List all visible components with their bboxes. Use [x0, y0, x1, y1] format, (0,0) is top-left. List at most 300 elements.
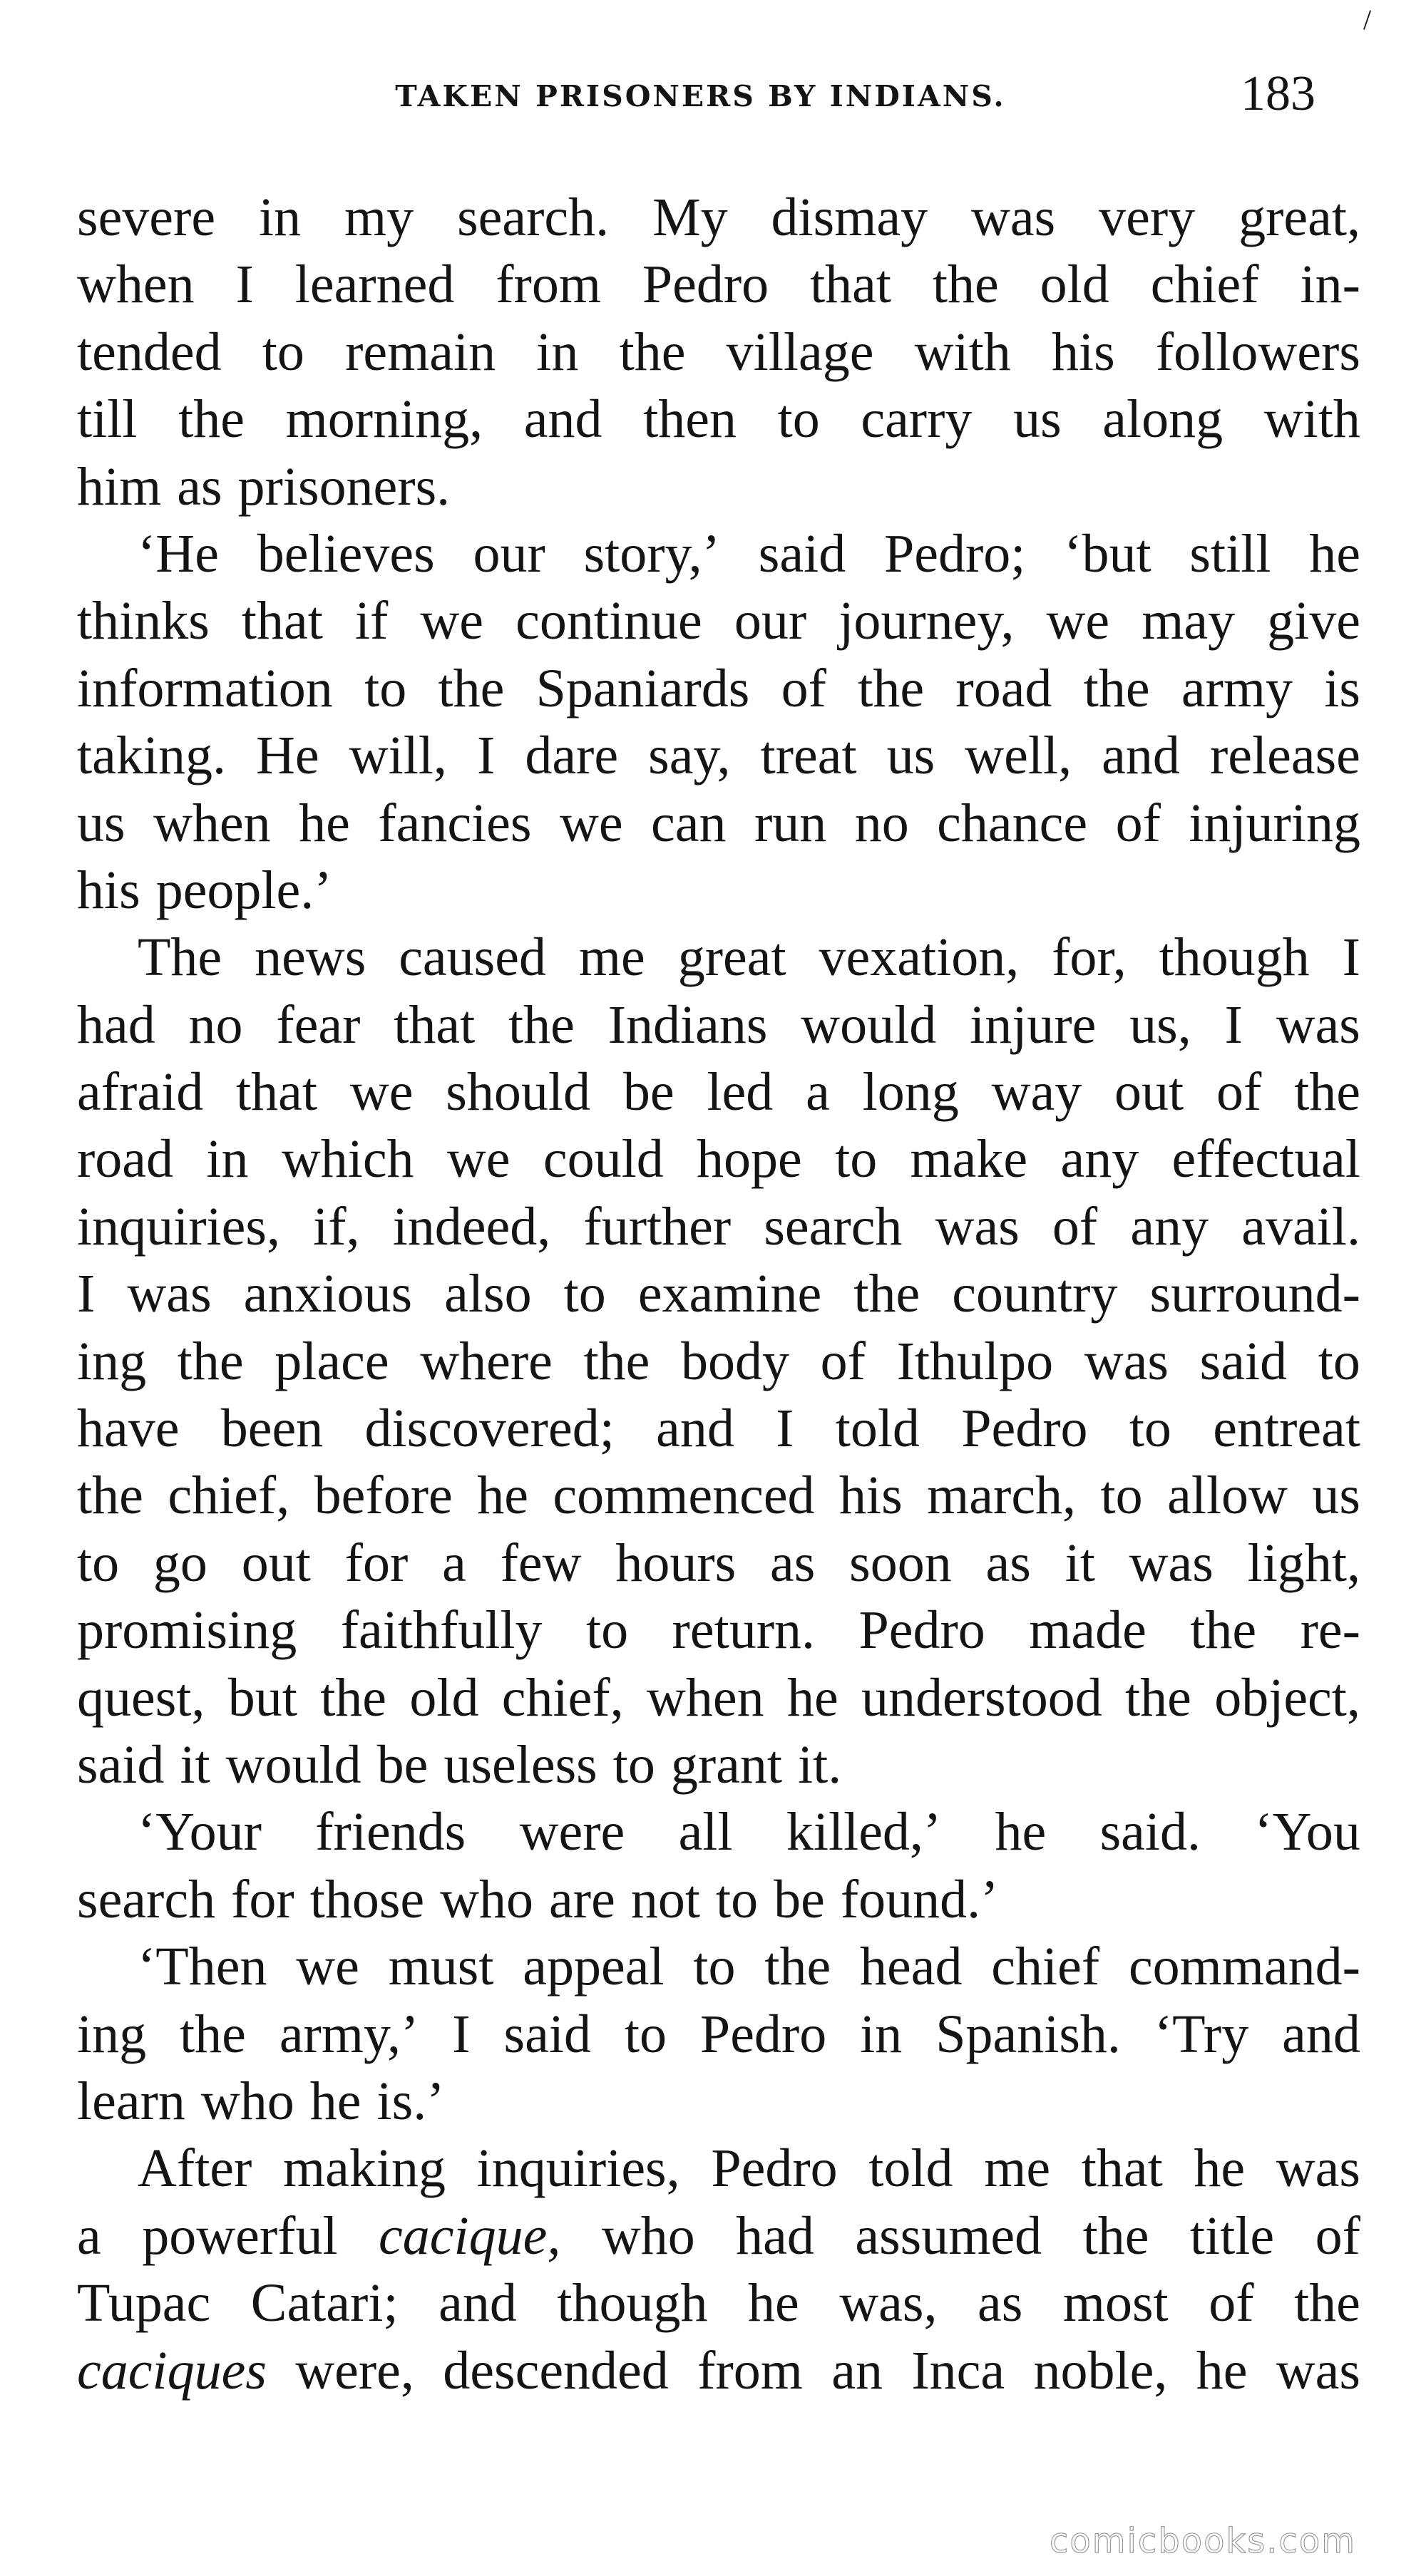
- word: no: [188, 994, 243, 1055]
- word: vexation,: [819, 927, 1020, 988]
- word: to: [777, 389, 820, 450]
- word: for: [231, 1869, 294, 1930]
- word: well,: [965, 726, 1072, 786]
- word: the: [1294, 1062, 1360, 1123]
- text-line: [77, 251, 1360, 318]
- word: effectual: [1171, 1129, 1360, 1190]
- word: which: [281, 1129, 414, 1190]
- word: the: [178, 389, 245, 450]
- word: it: [1065, 1532, 1095, 1593]
- word: great,: [1238, 187, 1360, 247]
- word: make: [910, 1129, 1028, 1190]
- word: old: [409, 1667, 479, 1728]
- word: run: [754, 793, 827, 853]
- word: us: [886, 726, 935, 786]
- text-line: [77, 2270, 1360, 2337]
- word: he: [299, 793, 350, 853]
- word: was: [971, 187, 1056, 247]
- word: it: [180, 1734, 210, 1795]
- word: chance: [937, 793, 1088, 853]
- word: was,: [839, 2273, 938, 2334]
- text-line: [77, 1597, 1360, 1664]
- word: an: [831, 2340, 883, 2401]
- word: my: [344, 187, 414, 247]
- word: said: [503, 2004, 591, 2064]
- word: few: [500, 1532, 582, 1593]
- word: a: [77, 2205, 101, 2266]
- word: had: [77, 994, 155, 1055]
- text-line: [77, 1664, 1360, 1731]
- text-line: [77, 1328, 1360, 1395]
- word: we: [349, 1062, 414, 1123]
- text-line: [77, 1260, 1360, 1327]
- text-line: [77, 2001, 1360, 2068]
- text-line: [77, 1193, 1360, 1260]
- text-line: [77, 790, 1360, 857]
- word: the: [1083, 658, 1150, 718]
- word: he: [309, 2071, 361, 2131]
- word: of: [781, 658, 826, 718]
- word: to: [1100, 1465, 1143, 1526]
- word: till: [77, 389, 138, 450]
- word: soon: [849, 1532, 952, 1593]
- word: believes: [257, 523, 435, 584]
- word: that: [810, 254, 892, 315]
- word: our: [473, 523, 545, 584]
- text-line: [77, 1866, 1360, 1933]
- word: search: [77, 1869, 216, 1930]
- text-line: [77, 587, 1360, 654]
- word: him: [77, 456, 162, 517]
- word: led: [707, 1062, 774, 1123]
- word: be: [774, 1869, 825, 1930]
- word: release: [1209, 726, 1360, 786]
- word: is.’: [376, 2071, 445, 2131]
- word: was: [1129, 1532, 1214, 1593]
- word: ‘You: [1254, 1802, 1360, 1863]
- text-line: [77, 1395, 1360, 1462]
- word: search: [764, 1196, 903, 1257]
- text-line: [77, 1058, 1360, 1125]
- word: head: [859, 1937, 963, 1997]
- body-text: [77, 184, 1360, 2404]
- word: morning,: [285, 389, 483, 450]
- word: injuring: [1189, 793, 1360, 853]
- word: say,: [648, 726, 731, 786]
- word: ‘He: [138, 523, 219, 584]
- word: learned: [294, 254, 455, 315]
- word: way: [991, 1062, 1082, 1123]
- text-line: [77, 1798, 1360, 1865]
- word: and: [656, 1398, 734, 1459]
- word: in: [860, 2004, 903, 2064]
- word: army: [1181, 658, 1293, 718]
- word: long: [862, 1062, 959, 1123]
- word: the: [320, 1667, 387, 1728]
- word: useless: [443, 1734, 597, 1795]
- word: will,: [349, 726, 447, 786]
- word: making: [283, 2138, 446, 2199]
- word: we: [446, 1129, 511, 1190]
- word: re-: [1300, 1600, 1360, 1661]
- word: in: [259, 187, 302, 247]
- word: would: [801, 994, 937, 1055]
- word: told: [835, 1398, 920, 1459]
- word: severe: [77, 187, 216, 247]
- word: place: [275, 1331, 389, 1391]
- word: not: [630, 1869, 700, 1930]
- word: are: [549, 1869, 615, 1930]
- word: can: [651, 793, 727, 853]
- word: I: [77, 1264, 96, 1324]
- word: the: [508, 994, 575, 1055]
- word: ‘Then: [138, 1937, 267, 1997]
- word: along: [1102, 389, 1224, 450]
- word: his: [1051, 321, 1115, 382]
- word: we: [420, 591, 484, 651]
- word: killed,’: [786, 1802, 942, 1863]
- word: object,: [1214, 1667, 1360, 1728]
- word: to: [612, 1734, 655, 1795]
- word: I: [235, 254, 254, 315]
- word: should: [446, 1062, 590, 1123]
- word: remain: [345, 321, 496, 382]
- word: Spanish.: [935, 2004, 1121, 2064]
- word: people.’: [155, 860, 332, 920]
- word: his: [77, 860, 140, 920]
- word: road: [955, 658, 1052, 718]
- text-line: [77, 2068, 1360, 2135]
- word: be: [622, 1062, 674, 1123]
- text-line: [77, 857, 1360, 924]
- word: to: [585, 1600, 629, 1661]
- word: I: [776, 1398, 794, 1459]
- word: out: [241, 1532, 311, 1593]
- word: if,: [313, 1196, 360, 1257]
- word: me: [984, 2138, 1051, 2199]
- word: story,’: [583, 523, 720, 584]
- word: but: [227, 1667, 297, 1728]
- word: he: [1196, 2340, 1248, 2401]
- text-line: [77, 991, 1360, 1058]
- word: Pedro: [858, 1600, 985, 1661]
- word: no: [854, 793, 909, 853]
- word: march,: [927, 1465, 1077, 1526]
- word: indeed,: [392, 1196, 551, 1257]
- word: avail.: [1241, 1196, 1360, 1257]
- word: most: [1062, 2273, 1169, 2334]
- word: ing: [77, 1331, 147, 1391]
- running-head: TAKEN PRISONERS BY INDIANS.: [395, 79, 1006, 113]
- word: as: [770, 1532, 816, 1593]
- word: tended: [77, 321, 222, 382]
- word: chief,: [501, 1667, 624, 1728]
- corner-mark: /: [1363, 4, 1372, 36]
- word: said: [758, 523, 846, 584]
- word: to: [262, 321, 304, 382]
- word: of: [1315, 2205, 1360, 2266]
- word: was: [1276, 2340, 1360, 2401]
- text-line: [77, 655, 1360, 722]
- word: news: [255, 927, 366, 988]
- word: the: [1082, 2205, 1149, 2266]
- word: in: [536, 321, 579, 382]
- word: us: [1013, 389, 1062, 450]
- text-line: [77, 319, 1360, 386]
- word: the: [853, 1264, 920, 1324]
- word: Pedro;: [883, 523, 1026, 584]
- word: made: [1029, 1600, 1147, 1661]
- word: when: [77, 254, 195, 315]
- word: fear: [276, 994, 361, 1055]
- word: Indians: [607, 994, 768, 1055]
- word: we: [559, 793, 623, 853]
- text-line: [77, 1530, 1360, 1597]
- word: then: [643, 389, 737, 450]
- word: fancies: [378, 793, 532, 853]
- word: said.: [1099, 1802, 1201, 1863]
- word: chief,: [168, 1465, 290, 1526]
- word: the: [932, 254, 999, 315]
- word: all: [678, 1802, 733, 1863]
- word: of: [820, 1331, 866, 1391]
- text-line: [77, 386, 1360, 453]
- word: been: [220, 1398, 324, 1459]
- word: hope: [697, 1129, 802, 1190]
- word: followers: [1155, 321, 1360, 382]
- word: I: [1342, 927, 1360, 988]
- word: had: [736, 2205, 814, 2266]
- word: as: [978, 2273, 1023, 2334]
- text-line: [77, 453, 1360, 520]
- word: I: [1224, 994, 1243, 1055]
- word: give: [1267, 591, 1360, 651]
- word: Pedro: [961, 1398, 1088, 1459]
- word: for: [344, 1532, 409, 1593]
- word: Pedro: [642, 254, 769, 315]
- word: were: [519, 1802, 625, 1863]
- word: He: [256, 726, 319, 786]
- word: injure: [970, 994, 1097, 1055]
- word: for,: [1052, 927, 1127, 988]
- word: ‘Try: [1154, 2004, 1249, 2064]
- word: of: [1216, 1062, 1262, 1123]
- word: our: [734, 591, 807, 651]
- word: he: [995, 1802, 1047, 1863]
- word: I: [476, 726, 496, 786]
- word: powerful: [142, 2205, 338, 2266]
- word: cacique,: [379, 2205, 561, 2266]
- word: who: [601, 2205, 695, 2266]
- word: light,: [1247, 1532, 1360, 1593]
- text-line: [77, 924, 1360, 991]
- text-line: [77, 1125, 1360, 1192]
- word: have: [77, 1398, 180, 1459]
- word: and: [523, 389, 602, 450]
- word: still: [1189, 523, 1271, 584]
- word: return.: [672, 1600, 815, 1661]
- word: body: [681, 1331, 790, 1391]
- word: descended: [443, 2340, 669, 2401]
- word: before: [314, 1465, 453, 1526]
- text-line: [77, 520, 1360, 587]
- word: any: [1130, 1196, 1209, 1257]
- word: very: [1099, 187, 1196, 247]
- word: I: [452, 2004, 471, 2064]
- word: to: [77, 1532, 120, 1593]
- word: army,’: [279, 2004, 419, 2064]
- word: The: [138, 927, 222, 988]
- word: to: [1318, 1331, 1360, 1391]
- word: in: [206, 1129, 249, 1190]
- word: was: [127, 1264, 212, 1324]
- word: when: [153, 793, 271, 853]
- word: command-: [1128, 1937, 1360, 1997]
- word: to: [624, 2004, 667, 2064]
- word: as: [985, 1532, 1031, 1593]
- word: and: [438, 2273, 517, 2334]
- text-line: [77, 2337, 1360, 2404]
- word: the: [177, 1331, 244, 1391]
- word: the: [1190, 1600, 1257, 1661]
- word: in-: [1300, 254, 1360, 315]
- word: and: [1102, 726, 1180, 786]
- text-line: [77, 2135, 1360, 2202]
- word: we: [1046, 591, 1110, 651]
- word: Inca: [911, 2340, 1005, 2401]
- word: his: [839, 1465, 903, 1526]
- word: though: [557, 2273, 708, 2334]
- word: Pedro: [711, 2138, 838, 2199]
- text-line: [77, 1731, 1360, 1798]
- word: caciques: [77, 2340, 267, 2401]
- word: grant: [670, 1734, 782, 1795]
- word: would: [225, 1734, 361, 1795]
- text-line: [77, 184, 1360, 251]
- page-header: [0, 0, 1426, 143]
- word: we: [296, 1937, 359, 1997]
- word: appeal: [523, 1937, 665, 1997]
- word: afraid: [77, 1062, 204, 1123]
- word: search.: [457, 187, 610, 247]
- word: a: [442, 1532, 466, 1593]
- word: Pedro: [699, 2004, 827, 2064]
- word: us,: [1129, 994, 1191, 1055]
- word: to: [364, 658, 407, 718]
- word: the: [764, 1937, 831, 1997]
- word: examine: [637, 1264, 822, 1324]
- text-line: [77, 1933, 1360, 2000]
- word: After: [138, 2138, 252, 2199]
- word: anxious: [243, 1264, 413, 1324]
- word: chief: [1150, 254, 1259, 315]
- word: of: [1115, 793, 1161, 853]
- word: assumed: [855, 2205, 1042, 2266]
- word: go: [153, 1532, 207, 1593]
- word: when: [647, 1667, 764, 1728]
- word: allow: [1167, 1465, 1288, 1526]
- word: to: [1129, 1398, 1171, 1459]
- word: where: [420, 1331, 553, 1391]
- word: old: [1040, 254, 1109, 315]
- word: the: [77, 1465, 143, 1526]
- word: treat: [760, 726, 857, 786]
- word: to: [693, 1937, 736, 1997]
- word: must: [388, 1937, 494, 1997]
- word: he: [477, 1465, 528, 1526]
- word: ‘Your: [138, 1802, 262, 1863]
- word: was: [1276, 994, 1360, 1055]
- word: were,: [295, 2340, 414, 2401]
- word: inquiries,: [77, 1196, 280, 1257]
- word: further: [583, 1196, 732, 1257]
- word: great: [677, 927, 786, 988]
- word: and: [1282, 2004, 1360, 2064]
- text-line: [77, 2203, 1360, 2270]
- word: to: [835, 1129, 878, 1190]
- text-line: [77, 722, 1360, 789]
- word: also: [444, 1264, 532, 1324]
- word: village: [726, 321, 874, 382]
- word: prisoners.: [237, 456, 451, 517]
- word: taking.: [77, 726, 226, 786]
- word: commenced: [553, 1465, 815, 1526]
- word: he: [748, 2273, 799, 2334]
- text-line: [77, 1462, 1360, 1529]
- word: country: [952, 1264, 1118, 1324]
- word: with: [1263, 389, 1360, 450]
- word: journey,: [838, 591, 1015, 651]
- word: he: [786, 1667, 838, 1728]
- word: that: [236, 1062, 317, 1123]
- page-number: 183: [1241, 66, 1315, 121]
- word: is: [1324, 658, 1360, 718]
- watermark-logo: comicbooks.com: [1050, 2521, 1357, 2561]
- word: of: [1209, 2273, 1254, 2334]
- word: dismay: [771, 187, 928, 247]
- word: me: [578, 927, 645, 988]
- word: out: [1114, 1062, 1184, 1123]
- word: title: [1189, 2205, 1275, 2266]
- word: faithfully: [340, 1600, 543, 1661]
- word: dare: [525, 726, 619, 786]
- word: carry: [861, 389, 973, 450]
- word: information: [77, 658, 333, 718]
- word: said: [1199, 1331, 1288, 1391]
- word: Ithulpo: [896, 1331, 1054, 1391]
- word: surround-: [1149, 1264, 1360, 1324]
- word: may: [1142, 591, 1236, 651]
- word: the: [619, 321, 686, 382]
- word: ing: [77, 2004, 147, 2064]
- word: said: [77, 1734, 165, 1795]
- word: from: [697, 2340, 803, 2401]
- word: discovered;: [364, 1398, 615, 1459]
- word: the: [583, 1331, 650, 1391]
- word: caused: [399, 927, 546, 988]
- word: learn: [77, 2071, 185, 2131]
- word: who: [200, 2071, 294, 2131]
- word: told: [868, 2138, 953, 2199]
- word: quest,: [77, 1667, 205, 1728]
- word: thinks: [77, 591, 210, 651]
- word: road: [77, 1129, 174, 1190]
- word: to: [563, 1264, 606, 1324]
- word: it.: [798, 1734, 842, 1795]
- word: could: [543, 1129, 664, 1190]
- word: that: [394, 994, 476, 1055]
- word: those: [309, 1869, 425, 1930]
